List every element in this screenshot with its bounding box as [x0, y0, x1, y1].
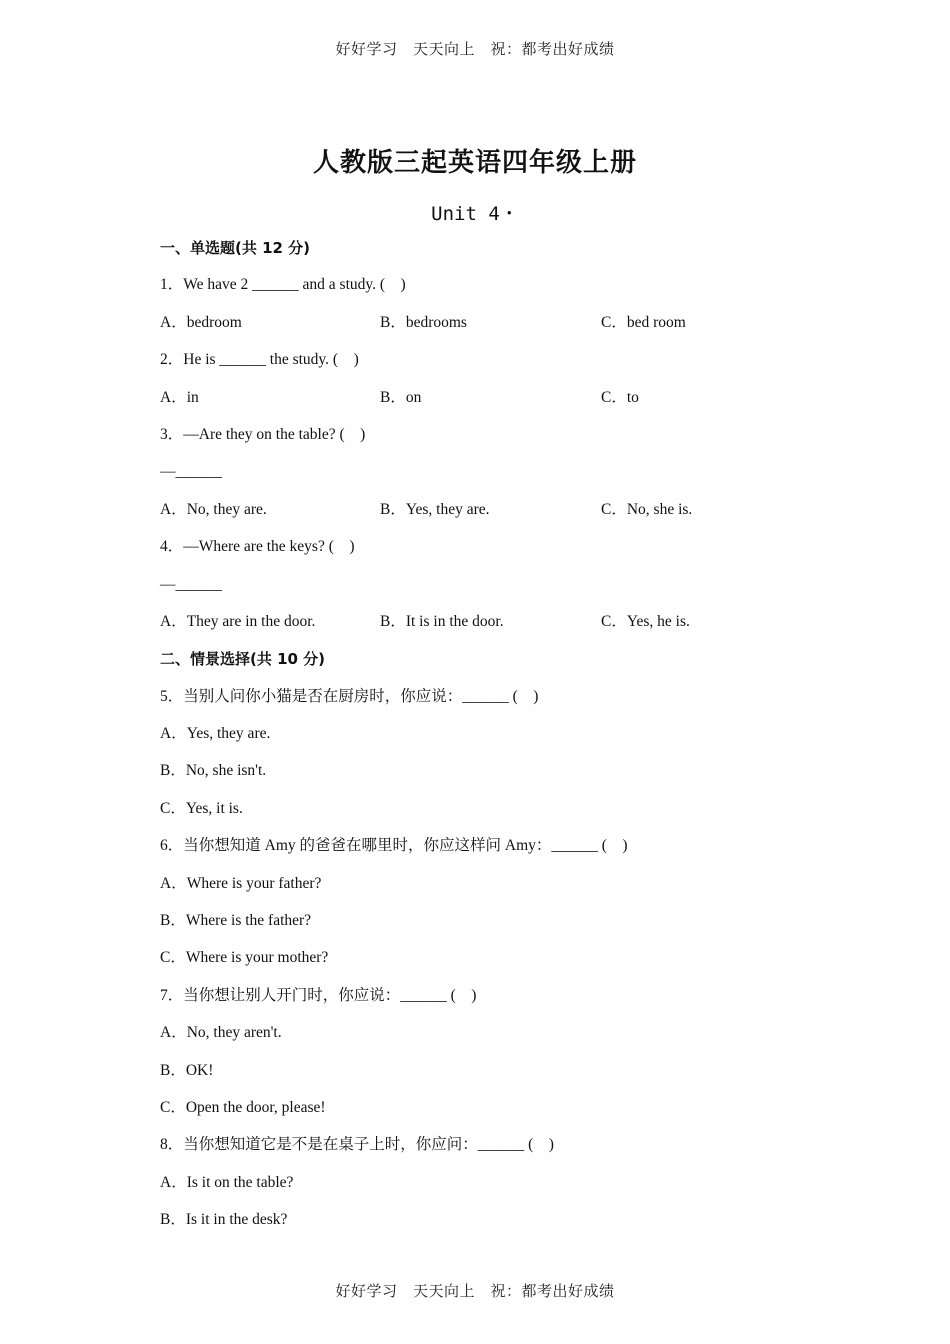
option-c[interactable]: C．bed room: [601, 313, 686, 331]
document-title: 人教版三起英语四年级上册: [312, 148, 637, 178]
options-row: [160, 608, 800, 645]
question-stem: 2．He is ______ the study. ( ): [160, 351, 359, 369]
option-a[interactable]: A．Yes, they are.: [160, 725, 271, 743]
options-row: [160, 384, 800, 421]
option-a[interactable]: A．No, they aren't.: [160, 1024, 282, 1042]
option-a[interactable]: A．They are in the door.: [160, 612, 316, 630]
answer-line: —______: [160, 463, 222, 481]
question-stem: 5．当别人问你小猫是否在厨房时，你应说：______ ( ): [160, 687, 539, 705]
question-stem: 4．—Where are the keys? ( ): [160, 538, 355, 556]
option-c[interactable]: C．Where is your mother?: [160, 949, 329, 967]
option-b[interactable]: B．OK!: [160, 1061, 214, 1079]
page-header: 好好学习 天天向上 祝：都考出好成绩: [335, 40, 615, 58]
section-heading: 一、单选题(共 12 分): [160, 239, 311, 257]
question-stem: 1．We have 2 ______ and a study. ( ): [160, 276, 406, 294]
options-row: [160, 309, 800, 346]
option-b[interactable]: B．bedrooms: [380, 313, 467, 331]
option-c[interactable]: C．No, she is.: [601, 500, 693, 518]
option-a[interactable]: A．No, they are.: [160, 500, 267, 518]
option-c[interactable]: C．Yes, he is.: [601, 612, 690, 630]
option-b[interactable]: B．It is in the door.: [380, 612, 504, 630]
option-b[interactable]: B．No, she isn't.: [160, 762, 267, 780]
document-subtitle: Unit 4・: [431, 203, 519, 225]
option-c[interactable]: C．to: [601, 388, 639, 406]
option-a[interactable]: A．Where is your father?: [160, 874, 322, 892]
option-a[interactable]: A．Is it on the table?: [160, 1173, 294, 1191]
option-c[interactable]: C．Open the door, please!: [160, 1098, 326, 1116]
option-b[interactable]: B．on: [380, 388, 422, 406]
question-stem: 7．当你想让别人开门时，你应说：______ ( ): [160, 986, 477, 1004]
option-b[interactable]: B．Where is the father?: [160, 912, 312, 930]
page-footer: 好好学习 天天向上 祝：都考出好成绩: [335, 1282, 615, 1300]
answer-line: —______: [160, 575, 222, 593]
question-stem: 8．当你想知道它是不是在桌子上时，你应问：______ ( ): [160, 1136, 554, 1154]
options-row: [160, 496, 800, 533]
question-stem: 3．—Are they on the table? ( ): [160, 425, 366, 443]
option-b[interactable]: B．Yes, they are.: [380, 500, 490, 518]
question-stem: 6．当你想知道 Amy 的爸爸在哪里时，你应这样问 Amy：______ ( ): [160, 837, 628, 855]
section-heading: 二、情景选择(共 10 分): [160, 650, 326, 669]
option-b[interactable]: B．Is it in the desk?: [160, 1211, 288, 1229]
exercise-content: [160, 234, 800, 1244]
option-a[interactable]: A．bedroom: [160, 313, 242, 331]
option-c[interactable]: C．Yes, it is.: [160, 799, 243, 817]
option-a[interactable]: A．in: [160, 388, 199, 406]
